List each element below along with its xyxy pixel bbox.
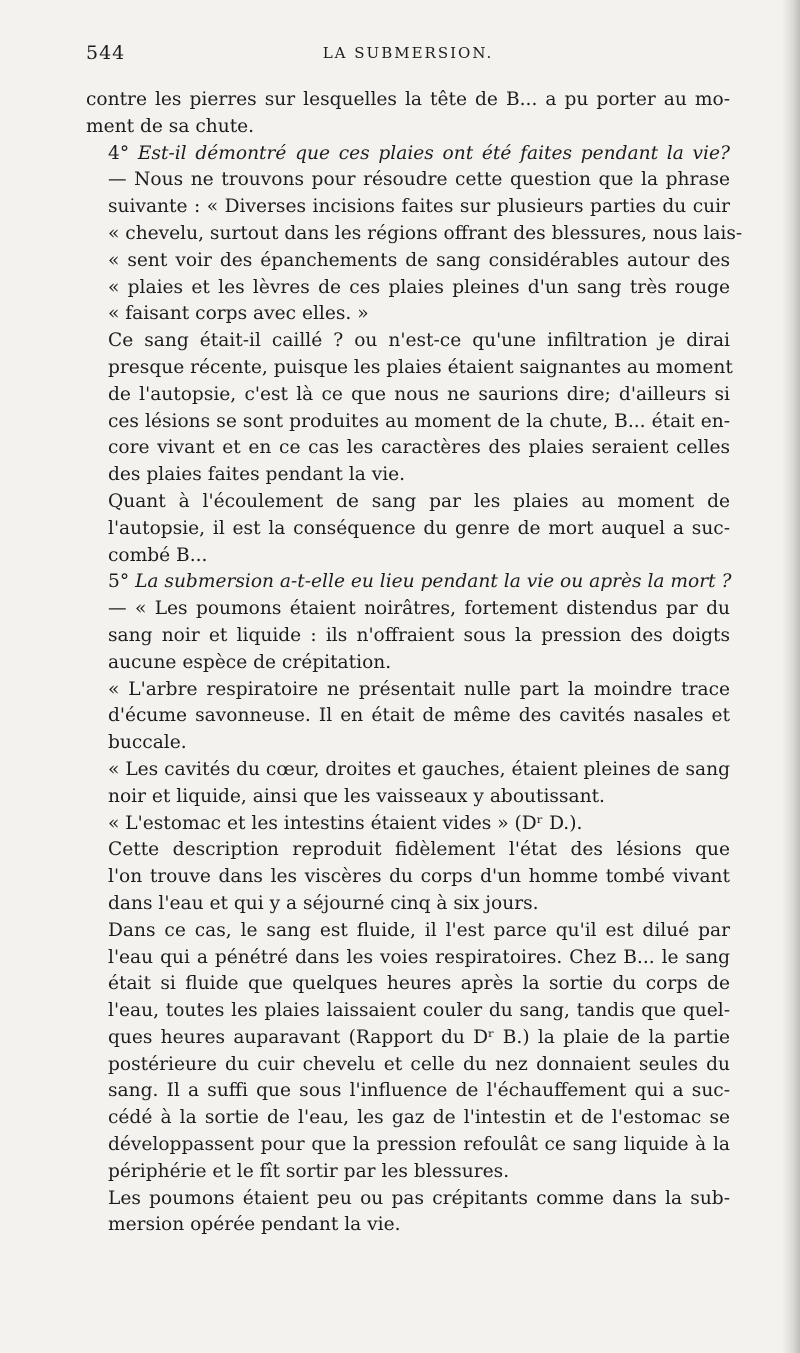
text-line: Ce sang était-il caillé ? ou n'est-ce qu'une infiltration je dirai [108,330,730,352]
text-line: noir et liquide, ainsi que les vaisseaux y aboutissant. [108,785,605,807]
text-line: d'écume savonneuse. Il en était de même des cavités nasales et [108,705,730,727]
text-line: l'eau qui a pénétré dans les voies respiratoires. Chez B... le sang [108,946,730,968]
text-line: presque récente, puisque les plaies étaient saignantes au moment [108,356,733,378]
text-line: « plaies et les lèvres de ces plaies pleines d'un sang très rouge [108,276,730,298]
text-line: « chevelu, surtout dans les régions offrant des blessures, nous lais- [108,222,743,244]
text-line: aucune espèce de crépitation. [108,651,392,673]
text-line: l'autopsie, il est la conséquence du genre de mort auquel a suc- [108,517,730,539]
text-line: suivante : « Diverses incisions faites sur plusieurs parties du cuir [108,196,730,218]
text-line: Dans ce cas, le sang est fluide, il l'est parce qu'il est dilué par [108,919,730,941]
question-paragraph [86,141,743,329]
text-line: l'eau, toutes les plaies laissaient couler du sang, tandis que quel- [108,1000,730,1022]
text-line: ques heures auparavant (Rapport du Dʳ B.) la plaie de la partie [108,1026,730,1048]
paragraph [86,918,730,1186]
text-line: « Les cavités du cœur, droites et gauches, étaient pleines de sang [108,758,730,780]
text-line: core vivant et en ce cas les caractères des plaies seraient celles [108,437,730,459]
paragraph [86,677,730,757]
text-line: « faisant corps avec elles. » [108,303,369,325]
text-line: sang noir et liquide : ils n'offraient sous la pression des doigts [108,624,730,646]
text-line: Les poumons étaient peu ou pas crépitants comme dans la sub- [108,1187,730,1209]
text-line: postérieure du cuir chevelu et celle du nez donnaient seules du [108,1053,730,1075]
running-title: LA SUBMERSION. [322,44,494,62]
text-line: développassent pour que la pression refoulât ce sang liquide à la [108,1134,730,1156]
question-number: 5° [108,571,130,593]
text-line: sang. Il a suffi que sous l'influence de l'échauffement qui a suc- [108,1080,730,1102]
text-line: ment de sa chute. [86,115,255,137]
paragraph [86,328,733,489]
text-line: « L'estomac et les intestins étaient vides » (Dʳ D.). [108,812,583,834]
question-heading-line [86,569,730,596]
text-line: « L'arbre respiratoire ne présentait nulle part la moindre trace [108,678,730,700]
paragraph [86,837,730,917]
text-line: ces lésions se sont produites au moment de la chute, B... était en- [108,410,730,432]
text-line: de l'autopsie, c'est là ce que nous ne saurions dire; d'ailleurs si [108,383,730,405]
paragraph [86,489,730,569]
text-line: buccale. [108,732,187,754]
question-number: 4° [108,142,130,164]
page-number: 544 [86,42,126,64]
text-line: mersion opérée pendant la vie. [108,1214,401,1236]
text-line: périphérie et le fît sortir par les blessures. [108,1160,510,1182]
paragraph [86,811,730,838]
page-edge-shadow [782,0,800,1353]
text-line: cédé à la sortie de l'eau, les gaz de l'intestin et de l'estomac se [108,1107,730,1129]
question-heading: La submersion a-t-elle eu lieu pendant la vie ou après la mort ? [135,571,732,593]
paragraph [86,87,730,141]
paragraph [86,1186,730,1240]
page-header [86,42,730,72]
text-line: combé B... [108,544,208,566]
text-line: était si fluide que quelques heures après la sortie du corps de [108,973,730,995]
question-heading-line [86,141,730,168]
text-line: — Nous ne trouvons pour résoudre cette question que la phrase [108,169,730,191]
text-line: « sent voir des épanchements de sang considérables autour des [108,249,730,271]
body-text [86,87,743,1239]
text-line: — « Les poumons étaient noirâtres, fortement distendus par du [108,598,730,620]
text-line: contre les pierres sur lesquelles la tête de B... a pu porter au mo- [86,89,730,110]
question-heading: Est-il démontré que ces plaies ont été faites pendant la vie? [137,142,730,164]
text-line: des plaies faites pendant la vie. [108,464,406,486]
text-line: Quant à l'écoulement de sang par les plaies au moment de [108,490,730,512]
paragraph [86,757,730,811]
question-paragraph [86,569,730,676]
text-line: Cette description reproduit fidèlement l'état des lésions que [108,839,730,861]
text-line: dans l'eau et qui y a séjourné cinq à six jours. [108,892,539,914]
text-line: l'on trouve dans les viscères du corps d'un homme tombé vivant [108,866,730,888]
